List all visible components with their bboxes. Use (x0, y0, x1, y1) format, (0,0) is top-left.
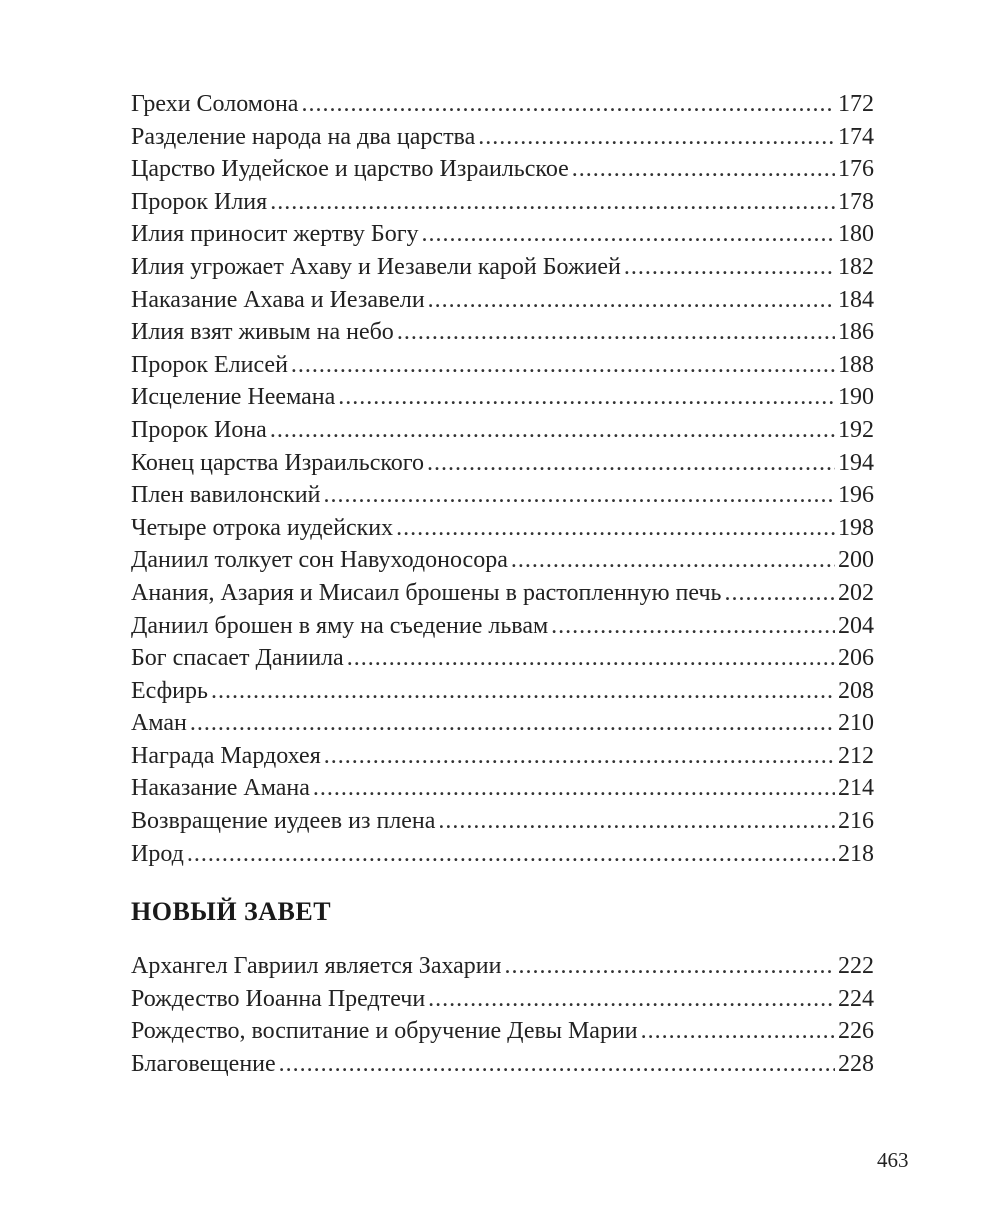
toc-entry-title: Анания, Азария и Мисаил брошены в растопленную печь (131, 579, 722, 606)
toc-entry-page: 184 (838, 286, 874, 313)
toc-entry-title: Пророк Елисей (131, 351, 288, 378)
toc-entry (131, 838, 874, 871)
toc-dot-leader (323, 479, 835, 512)
toc-dot-leader (347, 642, 835, 675)
toc-dot-leader (478, 121, 835, 154)
toc-entry-title: Ирод (131, 840, 184, 867)
toc-entry-page: 188 (838, 351, 874, 378)
toc-entry-page: 196 (838, 482, 874, 509)
toc-entry-title: Наказание Ахава и Иезавели (131, 286, 425, 313)
toc-entry-title: Бог спасает Даниила (131, 645, 344, 672)
toc-entry-page: 194 (838, 449, 874, 476)
toc-entry-title: Исцеление Неемана (131, 384, 336, 411)
toc-entry (131, 983, 874, 1016)
toc-entry (131, 218, 874, 251)
toc-entry-title: Разделение народа на два царства (131, 123, 476, 150)
toc-entry-page: 216 (838, 808, 874, 835)
toc-entry-title: Рождество Иоанна Предтечи (131, 985, 426, 1012)
toc-entry (131, 447, 874, 480)
toc-dot-leader (324, 740, 835, 773)
toc-entry-title: Пророк Иона (131, 416, 267, 443)
toc-entry-title: Грехи Соломона (131, 91, 299, 117)
toc-entry-title: Архангел Гавриил является Захарии (131, 953, 502, 979)
toc-entry-title: Аман (131, 710, 187, 737)
toc-entry-page: 208 (838, 677, 874, 704)
toc-entry-page: 192 (838, 416, 874, 443)
toc-entry-title: Благовещение (131, 1050, 276, 1077)
toc-old-testament-list (131, 88, 874, 870)
toc-dot-leader (641, 1015, 835, 1048)
toc-entry-page: 174 (838, 123, 874, 150)
toc-entry-page: 222 (838, 953, 874, 979)
toc-dot-leader (427, 447, 835, 480)
toc-entry-page: 200 (838, 547, 874, 574)
toc-entry (131, 707, 874, 740)
toc-entry-page: 172 (838, 91, 874, 117)
toc-entry (131, 121, 874, 154)
toc-entry (131, 381, 874, 414)
toc-dot-leader (211, 675, 835, 708)
toc-entry-page: 182 (838, 253, 874, 280)
toc-entry-page: 212 (838, 742, 874, 769)
toc-entry-page: 210 (838, 710, 874, 737)
toc-dot-leader (428, 983, 835, 1016)
toc-dot-leader (422, 218, 835, 251)
toc-entry-page: 224 (838, 985, 874, 1012)
toc-entry-page: 186 (838, 319, 874, 346)
toc-entry (131, 740, 874, 773)
toc-dot-leader (187, 838, 835, 871)
toc-entry (131, 153, 874, 186)
toc-dot-leader (279, 1048, 835, 1081)
toc-entry (131, 349, 874, 382)
toc-entry-page: 190 (838, 384, 874, 411)
toc-entry-title: Царство Иудейское и царство Израильское (131, 156, 569, 183)
toc-entry-title: Даниил толкует сон Навуходоносора (131, 547, 508, 574)
toc-new-testament-list (131, 950, 874, 1080)
toc-entry-title: Награда Мардохея (131, 742, 321, 769)
toc-entry (131, 1015, 874, 1048)
toc-dot-leader (338, 381, 835, 414)
toc-dot-leader (428, 284, 835, 317)
toc-entry (131, 479, 874, 512)
toc-dot-leader (724, 577, 835, 610)
toc-entry (131, 1048, 874, 1081)
toc-dot-leader (270, 186, 835, 219)
toc-entry-page: 178 (838, 188, 874, 215)
toc-entry-page: 218 (838, 840, 874, 867)
toc-dot-leader (313, 772, 835, 805)
toc-entry-page: 180 (838, 221, 874, 248)
toc-entry-title: Даниил брошен в яму на съедение львам (131, 612, 549, 639)
toc-entry-title: Илия угрожает Ахаву и Иезавели карой Божией (131, 253, 621, 280)
toc-dot-leader (572, 153, 835, 186)
toc-entry (131, 544, 874, 577)
toc-dot-leader (505, 950, 836, 983)
toc-entry (131, 284, 874, 317)
toc-entry-page: 206 (838, 645, 874, 672)
toc-entry (131, 512, 874, 545)
toc-entry-title: Четыре отрока иудейских (131, 514, 394, 541)
toc-dot-leader (190, 707, 835, 740)
toc-entry (131, 414, 874, 447)
toc-entry-page: 176 (838, 156, 874, 183)
toc-entry (131, 805, 874, 838)
toc-entry-title: Возвращение иудеев из плена (131, 808, 436, 835)
toc-entry-page: 202 (838, 579, 874, 606)
toc-entry (131, 186, 874, 219)
toc-dot-leader (397, 316, 835, 349)
toc-entry-title: Наказание Амана (131, 775, 310, 802)
toc-entry-page: 214 (838, 775, 874, 802)
page-number: 463 (877, 1148, 909, 1172)
toc-entry-page: 226 (838, 1018, 874, 1045)
toc-dot-leader (551, 610, 835, 643)
toc-entry (131, 772, 874, 805)
toc-entry-page: 228 (838, 1050, 874, 1077)
toc-dot-leader (291, 349, 835, 382)
toc-dot-leader (396, 512, 835, 545)
section-heading-new-testament: НОВЫЙ ЗАВЕТ (131, 897, 332, 926)
toc-entry (131, 577, 874, 610)
toc-entry (131, 642, 874, 675)
toc-entry (131, 88, 874, 121)
toc-entry (131, 251, 874, 284)
toc-entry (131, 316, 874, 349)
toc-entry-title: Есфирь (131, 677, 208, 704)
toc-entry (131, 675, 874, 708)
toc-dot-leader (624, 251, 835, 284)
toc-entry-title: Илия взят живым на небо (131, 319, 394, 346)
toc-entry (131, 950, 874, 983)
toc-dot-leader (270, 414, 835, 447)
toc-entry-page: 204 (838, 612, 874, 639)
toc-entry-title: Рождество, воспитание и обручение Девы Марии (131, 1018, 638, 1045)
toc-entry-title: Плен вавилонский (131, 482, 321, 509)
toc-dot-leader (438, 805, 835, 838)
toc-entry-title: Пророк Илия (131, 188, 268, 215)
toc-entry-title: Илия приносит жертву Богу (131, 221, 419, 248)
toc-entry-page: 198 (838, 514, 874, 541)
toc-dot-leader (511, 544, 835, 577)
toc-dot-leader (301, 88, 835, 121)
toc-entry-title: Конец царства Израильского (131, 449, 425, 476)
toc-entry (131, 610, 874, 643)
